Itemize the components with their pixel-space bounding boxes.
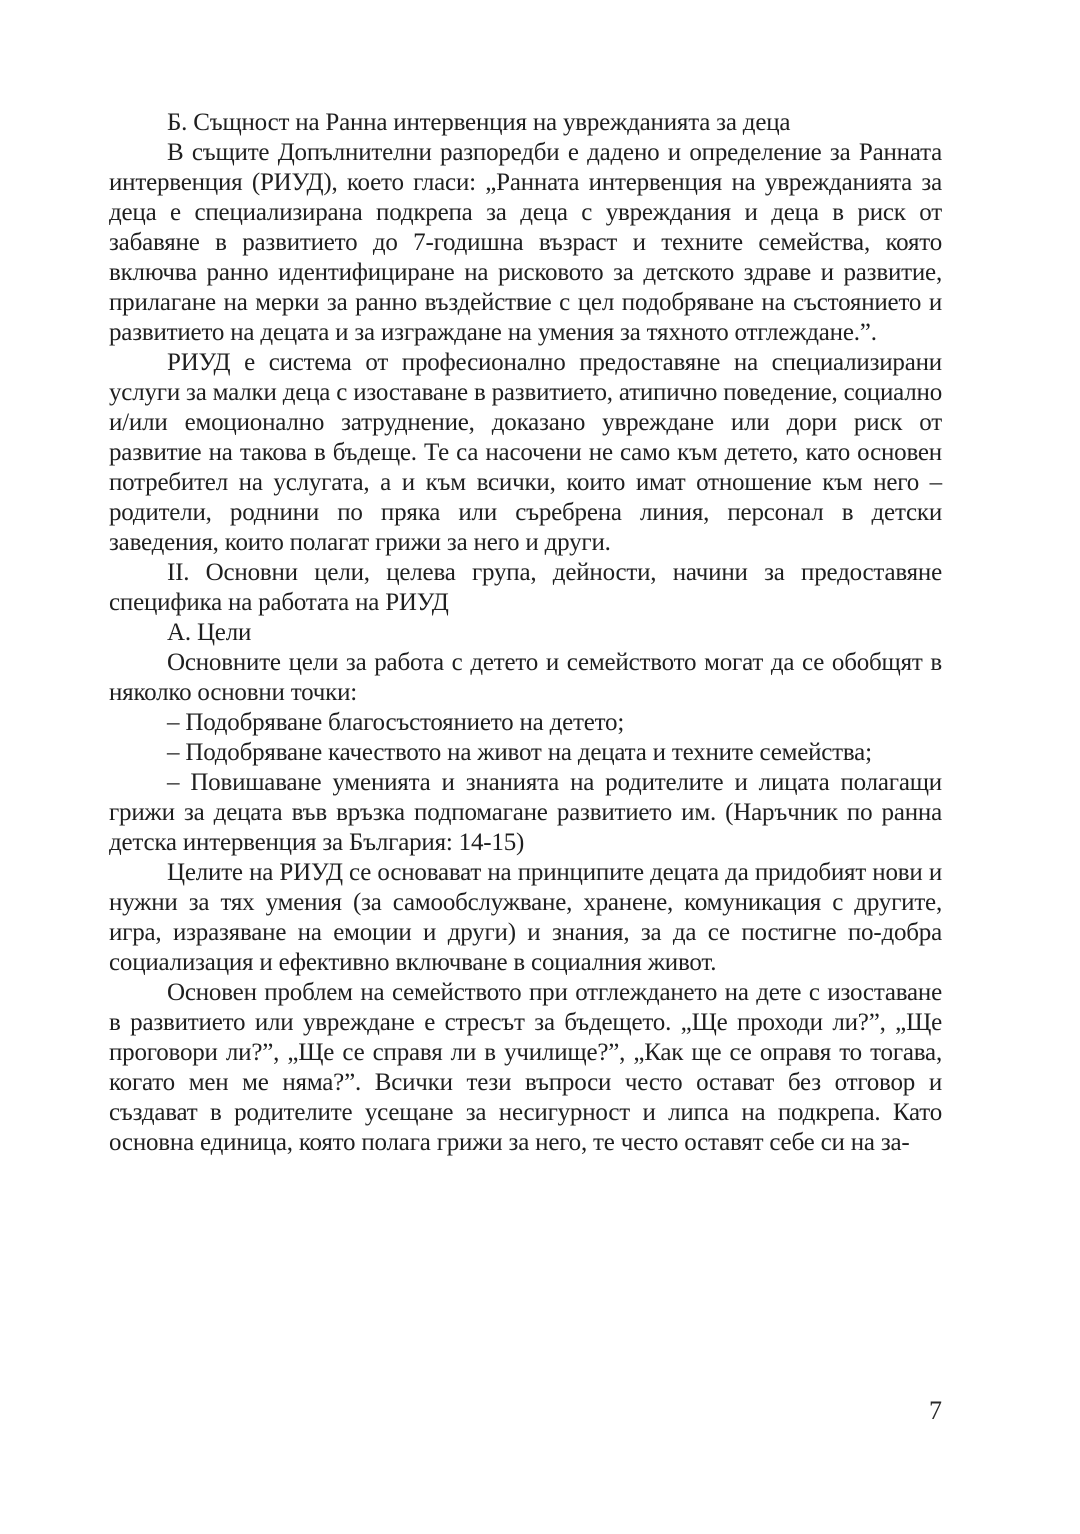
section-heading-b: Б. Същност на Ранна интервенция на уврежданията за деца <box>167 109 791 136</box>
paragraph-principles: Целите на РИУД се основават на принципите децата да придобият нови и нужни за тях умения (за самообслужване, хранене, комуникация с другите, игра, изразяване на емоции и други) и знания, за да се постигне по-добра социализация и ефективно включване в социалния живот. <box>109 859 942 976</box>
paragraph-definition: В същите Допълнителни разпоредби е дадено и определение за Ранната интервенция (РИУД), което гласи: „Ранната интервенция на уврежданията за деца е специализирана подкрепа за деца с увреждания и деца в риск от забавяне в развитието до 7-годишна възраст и техните семейства, която включва ранно идентифициране на рисковото за детското здраве и развитие, прилагане на мерки за ранно въздействие с цел подобряване на състоянието и развитието на децата и за изграждане на умения за тяхното отглеждане.”. <box>109 139 942 346</box>
paragraph-goals-intro: Основните цели за работа с детето и семейството могат да се обобщят в няколко основни точки: <box>109 649 942 706</box>
text-column <box>109 108 942 1158</box>
paragraph-riud-system: РИУД е система от професионално предоставяне на специализирани услуги за малки деца с изоставане в развитието, атипично поведение, социално и/или емоционално затруднение, доказано увреждане или дори риск от развитие на такова в бъдеще. Те са насочени не само към детето, като основен потребител на услугата, а и към всички, които имат отношение към него – родители, роднини по пряка или съребрена линия, персонал в детски заведения, които полагат грижи за него и други. <box>109 349 942 556</box>
list-item-quality-of-life: – Подобряване качеството на живот на децата и техните семейства; <box>167 739 872 766</box>
subheading-a-goals: А. Цели <box>167 619 252 646</box>
list-item-child-wellbeing: – Подобряване благосъстоянието на детето; <box>167 709 625 736</box>
paragraph-family-problem: Основен проблем на семейството при отглеждането на дете с изоставане в развитието или увреждане е стресът за бъдещето. „Ще проходи ли?”, „Ще проговори ли?”, „Ще се справя ли в училище?”, „Как ще се оправя то тогава, когато мен ме няма?”. Всички тези въпроси често остават без отговор и създават в родителите усещане за несигурност и липса на подкрепа. Като основна единица, която полага грижи за него, те често оставят себе си на за- <box>109 979 942 1156</box>
page-number: 7 <box>929 1396 942 1425</box>
section-heading-ii: II. Основни цели, целева група, дейности, начини за предоставяне специфика на работата на РИУД <box>109 559 942 616</box>
list-item-parent-skills: – Повишаване уменията и знанията на родителите и лицата полагащи грижи за децата във връзка подпомагане развитието им. (Наръчник по ранна детска интервенция за България: 14-15) <box>109 769 942 856</box>
